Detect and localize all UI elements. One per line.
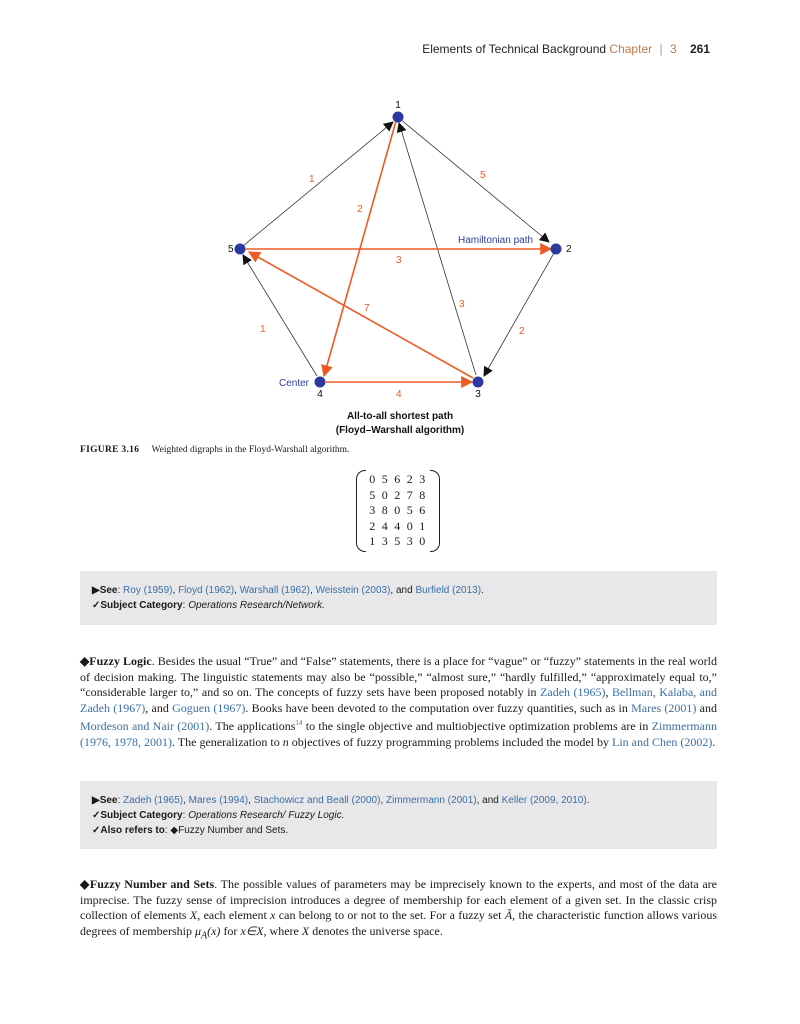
matrix-cell: 5 bbox=[381, 472, 388, 487]
also-refers-row: ✓Also refers to: ◆Fuzzy Number and Sets. bbox=[92, 825, 289, 836]
body-text: , each element bbox=[197, 908, 271, 922]
matrix-cell: 8 bbox=[419, 487, 426, 502]
subject-row: ✓Subject Category: Operations Research/ Fuzzy Logic. bbox=[92, 810, 345, 821]
node-4 bbox=[315, 377, 326, 388]
figure-caption-text: Weighted digraphs in the Floyd-Warshall algorithm. bbox=[151, 445, 350, 455]
citation-link[interactable]: Zimmermann (1976, 1978, 2001) bbox=[80, 719, 717, 749]
matrix-cell: 7 bbox=[406, 487, 413, 502]
node-label-3: 3 bbox=[475, 389, 481, 400]
weight-1-4: 2 bbox=[357, 204, 363, 215]
matrix-cell: 5 bbox=[369, 487, 376, 502]
matrix-cell: 5 bbox=[394, 534, 401, 549]
citation-link[interactable]: Mordeson and Nair (2001) bbox=[80, 719, 210, 733]
math-variable: n bbox=[282, 734, 289, 749]
subject-label: ✓Subject Category bbox=[92, 810, 183, 821]
body-text: . bbox=[712, 734, 716, 749]
subject-value: Operations Research/Network. bbox=[188, 600, 325, 611]
and-word: and bbox=[395, 585, 413, 596]
edge-5-1 bbox=[243, 122, 393, 246]
citation-link[interactable]: Zimmermann (2001) bbox=[386, 795, 477, 806]
also-refers-label: ✓Also refers to bbox=[92, 825, 165, 836]
weight-2-3: 2 bbox=[519, 326, 525, 337]
body-text: can belong to or not to the set. For a fuzzy set bbox=[275, 908, 505, 922]
body-text: , and bbox=[145, 700, 173, 715]
node-label-4: 4 bbox=[317, 389, 323, 400]
figure-subtitle-line1: All-to-all shortest path bbox=[346, 411, 454, 422]
edge-1-2 bbox=[400, 119, 549, 242]
edge-4-5 bbox=[243, 255, 317, 376]
distance-matrix bbox=[356, 470, 440, 552]
also-refers-value[interactable]: ◆Fuzzy Number and Sets. bbox=[170, 825, 289, 836]
entry-title: ◆Fuzzy Logic bbox=[80, 654, 152, 668]
math-variable: Ã bbox=[504, 908, 513, 922]
matrix-cell: 0 bbox=[394, 503, 401, 518]
citation-link[interactable]: Stachowicz and Beall (2000) bbox=[253, 795, 381, 806]
body-text: . Besides the usual “True” and “False” statements, there is a place for “vague” or “fuzzy” statements in the real world of decision making. The linguistic statements may also be “possible,” “almost sure,” “hardly fulfilled,” “approximately equal to,” “considerable larger to,” and so on. The concepts of fuzzy sets have been proposed notably in bbox=[80, 654, 717, 699]
body-text: . The possible values of parameters may be imprecisely known to the experts, and most of the data are imprecise. The fuzzy sense of imprecision introduces a degree of membership for each element of a given set. In the classic crisp collection of elements bbox=[80, 877, 718, 922]
body-text: to the single objective and multiobjective optimization problems are in bbox=[302, 719, 652, 733]
citation-link[interactable]: Mares (1994) bbox=[188, 795, 249, 806]
and-word: and bbox=[482, 795, 499, 806]
matrix-cell: 1 bbox=[369, 534, 376, 549]
citation-link[interactable]: Floyd (1962) bbox=[178, 585, 235, 596]
chapter-label: Chapter bbox=[609, 42, 653, 56]
matrix-cell: 1 bbox=[419, 518, 426, 533]
matrix-cell: 4 bbox=[381, 518, 388, 533]
matrix-cell: 5 bbox=[406, 503, 413, 518]
citation-link[interactable]: Weisstein (2003) bbox=[315, 585, 391, 596]
matrix-row bbox=[366, 472, 429, 488]
weight-4-5: 1 bbox=[260, 324, 266, 335]
node-1 bbox=[393, 112, 404, 123]
weight-4-3: 4 bbox=[396, 389, 402, 400]
fuzzy-logic-paragraph bbox=[80, 654, 717, 750]
weighted-digraph-figure bbox=[220, 95, 580, 440]
see-label: ▶See bbox=[92, 795, 118, 806]
node-2 bbox=[551, 244, 562, 255]
see-also-box-fuzzy bbox=[80, 781, 717, 849]
node-label-2: 2 bbox=[566, 244, 572, 255]
body-text: , bbox=[605, 685, 613, 699]
book-section-title: Elements of Technical Background bbox=[422, 42, 607, 56]
matrix-cell: 2 bbox=[394, 487, 401, 502]
matrix-cell: 4 bbox=[394, 518, 401, 533]
center-label: Center bbox=[279, 378, 310, 389]
node-label-1: 1 bbox=[395, 100, 401, 111]
entry-title: ◆Fuzzy Number and Sets bbox=[80, 877, 215, 891]
math-variable: X bbox=[189, 908, 198, 922]
math-variable: x∈X bbox=[240, 923, 264, 938]
math-variable: x bbox=[270, 908, 276, 922]
matrix-table bbox=[366, 472, 429, 550]
see-also-box-network bbox=[80, 571, 717, 625]
matrix-row bbox=[366, 503, 429, 519]
node-label-5: 5 bbox=[228, 244, 234, 255]
citation-link[interactable]: Keller (2009, 2010) bbox=[501, 795, 587, 806]
matrix-cell: 0 bbox=[406, 518, 413, 533]
page-number: 261 bbox=[689, 42, 710, 56]
citation-link[interactable]: Burfield (2013) bbox=[415, 585, 482, 596]
matrix-row bbox=[366, 488, 429, 504]
matrix-cell: 3 bbox=[419, 472, 426, 487]
subject-row: ✓Subject Category: Operations Research/Network. bbox=[92, 600, 325, 611]
edge-2-3 bbox=[484, 253, 554, 376]
matrix-row bbox=[366, 534, 429, 550]
math-variable: (x) bbox=[207, 923, 221, 938]
node-3 bbox=[473, 377, 484, 388]
body-text: objectives of fuzzy programming problems included the model by bbox=[288, 734, 612, 749]
running-header bbox=[422, 42, 710, 56]
matrix-cell: 6 bbox=[394, 472, 401, 487]
hamiltonian-path-label: Hamiltonian path bbox=[458, 235, 534, 246]
body-text: denotes the universe space. bbox=[309, 923, 443, 938]
edge-3-5 bbox=[249, 252, 473, 378]
figure-caption-label: FIGURE 3.16 bbox=[80, 445, 140, 455]
weight-5-2: 3 bbox=[396, 255, 402, 266]
footnote-marker[interactable]: 14 bbox=[295, 719, 303, 727]
citation-link[interactable]: Goguen (1967) bbox=[172, 700, 246, 715]
matrix-right-bracket bbox=[430, 470, 440, 552]
math-variable: X bbox=[301, 923, 310, 938]
matrix-cell: 3 bbox=[369, 503, 376, 518]
body-text: , where bbox=[263, 923, 302, 938]
see-row: ▶See: Zadeh (1965), Mares (1994), Stachowicz and Beall (2000), Zimmermann (2001), and Keller (2009, 2010). bbox=[92, 795, 590, 806]
body-text: , the characteristic function allows various degrees of membership bbox=[80, 908, 717, 938]
weight-5-1: 1 bbox=[309, 174, 315, 185]
matrix-cell: 2 bbox=[369, 518, 376, 533]
matrix-left-bracket bbox=[356, 470, 366, 552]
chapter-number: 3 bbox=[669, 42, 677, 56]
weight-3-5: 7 bbox=[364, 303, 370, 314]
matrix-cell: 3 bbox=[381, 534, 388, 549]
citation-link[interactable]: Mares (2001) bbox=[631, 700, 697, 715]
fuzzy-number-paragraph bbox=[80, 877, 717, 943]
matrix-cell: 6 bbox=[419, 503, 426, 518]
citation-link[interactable]: Zadeh (1965) bbox=[540, 685, 606, 699]
matrix-cell: 0 bbox=[369, 472, 376, 487]
matrix-cell: 2 bbox=[406, 472, 413, 487]
citation-link[interactable]: Zadeh (1965) bbox=[123, 795, 184, 806]
node-5 bbox=[235, 244, 246, 255]
matrix-cell: 3 bbox=[406, 534, 413, 549]
subject-label: ✓Subject Category bbox=[92, 600, 183, 611]
body-text: . Books have been devoted to the computation over fuzzy quantities, such as in bbox=[245, 700, 632, 715]
matrix-cell: 0 bbox=[419, 534, 426, 549]
matrix-row bbox=[366, 519, 429, 535]
see-label: ▶See bbox=[92, 585, 118, 596]
matrix-cell: 0 bbox=[381, 487, 388, 502]
weight-1-2: 5 bbox=[480, 170, 486, 181]
math-variable: μ bbox=[194, 923, 201, 938]
figure-subtitle-line2: (Floyd–Warshall algorithm) bbox=[335, 425, 465, 436]
see-row: ▶See: Roy (1959), Floyd (1962), Warshall (1962), Weisstein (2003), and Burfield (2013). bbox=[92, 585, 484, 596]
citation-link[interactable]: Warshall (1962) bbox=[239, 585, 310, 596]
citation-link[interactable]: Lin and Chen (2002) bbox=[612, 734, 713, 749]
citation-link[interactable]: Bellman, Kalaba, and Zadeh (1967) bbox=[80, 685, 718, 715]
body-text: . The generalization to bbox=[172, 734, 283, 749]
math-subscript: A bbox=[201, 929, 208, 941]
citation-link[interactable]: Roy (1959) bbox=[123, 585, 173, 596]
weight-3-1: 3 bbox=[459, 299, 465, 310]
body-text: and bbox=[696, 700, 718, 715]
body-text: . The applications bbox=[209, 719, 296, 733]
body-text: for bbox=[220, 923, 241, 938]
subject-value: Operations Research/ Fuzzy Logic. bbox=[188, 810, 345, 821]
header-separator: | bbox=[659, 42, 663, 56]
figure-caption bbox=[80, 445, 349, 455]
matrix-cell: 8 bbox=[381, 503, 388, 518]
